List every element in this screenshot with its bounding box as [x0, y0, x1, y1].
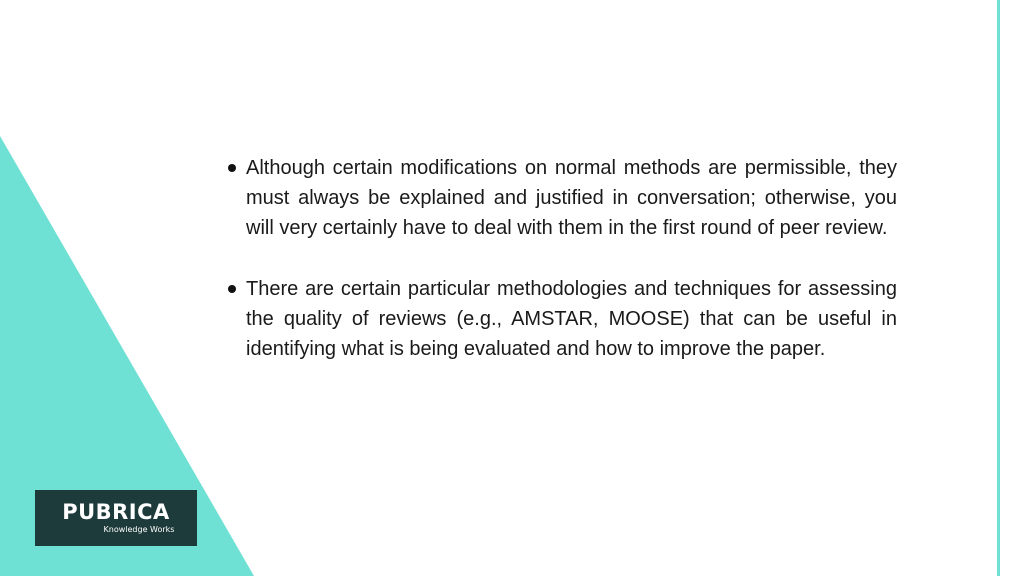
right-accent-rule — [997, 0, 1000, 576]
logo-wordmark: PUBRICA — [62, 500, 170, 524]
bullet-item — [228, 153, 897, 243]
bullet-text: There are certain particular methodologies and techniques for assessing the quality of reviews (e.g., AMSTAR, MOOSE) that can be useful in identifying what is being evaluated and how to improve the paper. — [246, 278, 897, 360]
bullet-text: Although certain modifications on normal methods are permissible, they must always be explained and justified in conversation; otherwise, you will very certainly have to deal with them in the first round of peer review. — [246, 157, 897, 239]
bullet-dot-icon — [228, 164, 236, 172]
pubrica-logo — [35, 490, 197, 546]
bullet-list — [228, 153, 897, 395]
bullet-dot-icon — [228, 285, 236, 293]
bullet-item — [228, 274, 897, 364]
logo-tagline: Knowledge Works — [103, 525, 175, 534]
